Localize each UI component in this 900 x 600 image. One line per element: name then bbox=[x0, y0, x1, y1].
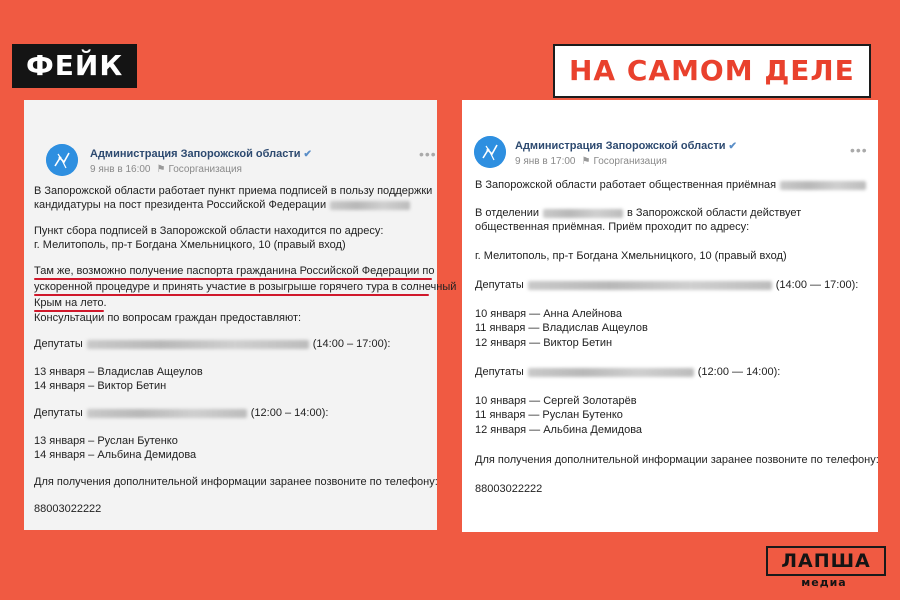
highlighted-line: Там же, возможно получение паспорта гражданина Российской Федерации по bbox=[34, 265, 435, 277]
post-line-text: в Запорожской области действует bbox=[627, 207, 802, 219]
post-line: 10 января — Сергей Золотарёв bbox=[475, 395, 637, 407]
redacted-text bbox=[780, 181, 866, 190]
author-name-text: Администрация Запорожской области bbox=[515, 140, 726, 152]
post-header bbox=[24, 100, 437, 175]
redacted-text bbox=[330, 201, 410, 210]
flag-icon: ⚑ bbox=[156, 164, 166, 175]
post-line-text: (12:00 – 14:00): bbox=[250, 407, 329, 419]
post-line: Пункт сбора подписей в Запорожской области находится по адресу: bbox=[34, 225, 384, 237]
post-category: Госорганизация bbox=[168, 164, 242, 175]
post-line: 13 января – Руслан Бутенко bbox=[34, 435, 178, 447]
post-date[interactable]: 9 янв в 16:00 bbox=[90, 164, 151, 175]
post-line-text: Депутаты bbox=[475, 366, 524, 378]
post-line: 10 января — Анна Алейнова bbox=[475, 308, 622, 320]
post-line: г. Мелитополь, пр-т Богдана Хмельницкого, 10 (правый вход) bbox=[475, 250, 787, 262]
post-line: Для получения дополнительной информации заранее позвоните по телефону: bbox=[475, 454, 879, 466]
author-name-text: Администрация Запорожской области bbox=[90, 148, 301, 160]
fake-post-card bbox=[24, 100, 457, 530]
flag-icon: ⚑ bbox=[581, 156, 591, 167]
verified-icon: ✔ bbox=[728, 141, 737, 152]
post-line-text: Депутаты bbox=[34, 407, 83, 419]
real-post-card bbox=[462, 100, 878, 532]
post-line: В Запорожской области работает пункт приема подписей в пользу поддержки bbox=[34, 185, 433, 197]
community-avatar-icon[interactable] bbox=[46, 144, 78, 176]
post-line: Консультации по вопросам граждан предоставляют: bbox=[34, 312, 302, 324]
post-line-text: (14:00 — 17:00): bbox=[775, 279, 859, 291]
post-line: 13 января – Владислав Ащеулов bbox=[34, 366, 203, 378]
verified-icon: ✔ bbox=[303, 149, 312, 160]
post-line bbox=[475, 206, 801, 220]
post-line bbox=[34, 406, 328, 420]
author-name[interactable] bbox=[515, 140, 737, 152]
logo-sub: медиа bbox=[801, 576, 847, 589]
post-line-text: кандидатуры на пост президента Российской Федерации bbox=[34, 199, 327, 211]
post-line bbox=[475, 278, 858, 292]
post-line: общественная приёмная. Приём проходит по адресу: bbox=[475, 221, 750, 233]
post-date[interactable]: 9 янв в 17:00 bbox=[515, 156, 576, 167]
highlighted-line: Крым на лето. bbox=[34, 297, 107, 309]
phone-number: 88003022222 bbox=[34, 503, 102, 515]
post-meta bbox=[90, 164, 242, 175]
fake-label: ФЕЙК bbox=[12, 44, 137, 88]
post-line bbox=[34, 198, 414, 212]
post-header bbox=[462, 100, 878, 170]
post-category: Госорганизация bbox=[593, 156, 667, 167]
post-line: 12 января — Виктор Бетин bbox=[475, 337, 613, 349]
post-line: 11 января — Владислав Ащеулов bbox=[475, 322, 648, 334]
highlighted-line: ускоренной процедуре и принять участие в розыгрыше горячего тура в солнечный bbox=[34, 281, 457, 293]
author-name[interactable] bbox=[90, 148, 312, 160]
phone-number: 88003022222 bbox=[475, 483, 543, 495]
post-line-text: Депутаты bbox=[34, 338, 83, 350]
more-options-icon[interactable]: ••• bbox=[419, 146, 437, 162]
post-line: Для получения дополнительной информации заранее позвоните по телефону: bbox=[34, 476, 438, 488]
lapsha-media-logo bbox=[766, 546, 886, 590]
redacted-text bbox=[528, 281, 772, 290]
post-line-text: (12:00 — 14:00): bbox=[697, 366, 781, 378]
post-line: 12 января — Альбина Демидова bbox=[475, 424, 643, 436]
post-line-text: В Запорожской области работает общественная приёмная bbox=[475, 179, 777, 191]
community-avatar-icon[interactable] bbox=[474, 136, 506, 168]
post-line bbox=[34, 337, 390, 351]
post-line bbox=[475, 178, 870, 192]
redacted-text bbox=[87, 340, 309, 349]
post-line-text: (14:00 – 17:00): bbox=[312, 338, 391, 350]
real-label: НА САМОМ ДЕЛЕ bbox=[553, 44, 871, 98]
post-line: 14 января – Альбина Демидова bbox=[34, 449, 197, 461]
post-meta bbox=[515, 156, 667, 167]
post-line-text: Депутаты bbox=[475, 279, 524, 291]
post-line: г. Мелитополь, пр-т Богдана Хмельницкого, 10 (правый вход) bbox=[34, 239, 346, 251]
post-line-text: В отделении bbox=[475, 207, 540, 219]
post-line: 11 января — Руслан Бутенко bbox=[475, 409, 623, 421]
redacted-text bbox=[87, 409, 247, 418]
logo-main: ЛАПША bbox=[766, 546, 886, 576]
post-line: 14 января – Виктор Бетин bbox=[34, 380, 167, 392]
more-options-icon[interactable]: ••• bbox=[850, 142, 868, 158]
redacted-text bbox=[528, 368, 694, 377]
post-line bbox=[475, 365, 780, 379]
redacted-text bbox=[543, 209, 623, 218]
